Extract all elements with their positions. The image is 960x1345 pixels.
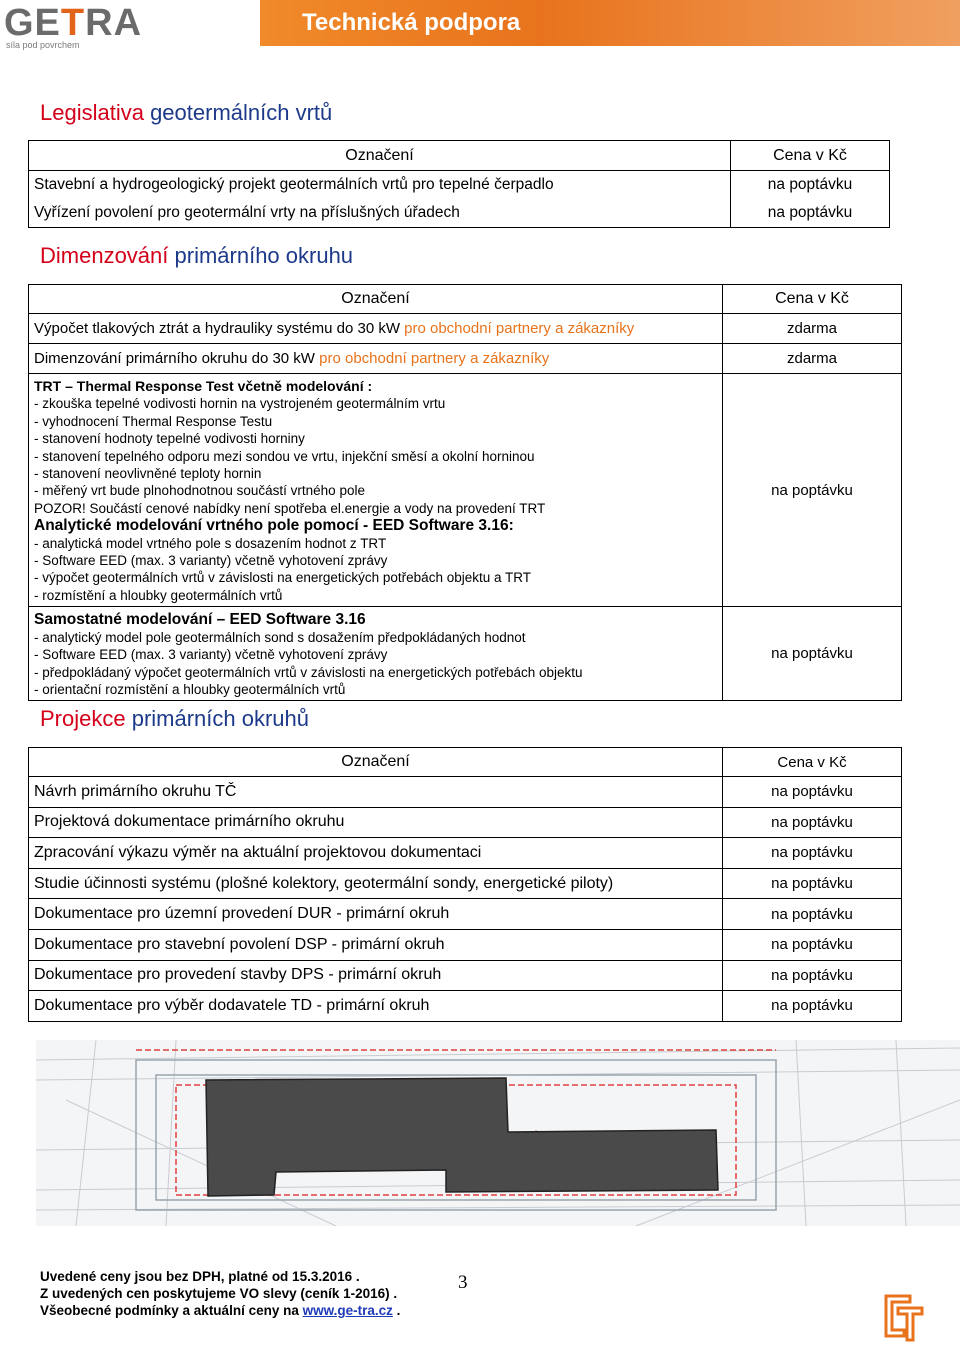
section-title-projekce bbox=[40, 706, 309, 732]
row-price: na poptávku bbox=[723, 868, 902, 899]
row-price: na poptávku bbox=[723, 777, 902, 808]
row-name: Projektová dokumentace primárního okruhu bbox=[29, 807, 723, 838]
section-title-legislativa bbox=[40, 100, 332, 126]
section-title-part-red: Projekce bbox=[40, 706, 126, 731]
table-row bbox=[29, 344, 902, 374]
row-name: Návrh primárního okruhu TČ bbox=[29, 777, 723, 808]
row-name: Vyřízení povolení pro geotermální vrty na příslušných úřadech bbox=[29, 199, 731, 228]
table-row bbox=[29, 171, 890, 200]
row-name: Dokumentace pro stavební povolení DSP - primární okruh bbox=[29, 929, 723, 960]
table-row-eed bbox=[29, 607, 902, 701]
table-row bbox=[29, 314, 902, 344]
column-header-price: Cena v Kč bbox=[731, 141, 890, 171]
section-title-part-blue: primárních okruhů bbox=[125, 706, 310, 731]
analytic-line: - rozmístění a hloubky geotermálních vrtů bbox=[34, 587, 283, 603]
row-name: Studie účinnosti systému (plošné kolektory, geotermální sondy, energetické piloty) bbox=[29, 868, 723, 899]
column-header-name: Označení bbox=[29, 285, 723, 314]
footer-line bbox=[40, 1302, 400, 1319]
column-header-price: Cena v Kč bbox=[723, 285, 902, 314]
eed-description bbox=[29, 607, 723, 701]
column-header-name: Označení bbox=[29, 748, 723, 777]
eed-heading: Samostatné modelování – EED Software 3.16 bbox=[34, 611, 366, 629]
footer-text: Všeobecné podmínky a aktuální ceny na bbox=[40, 1303, 303, 1318]
analytic-line: - výpočet geotermálních vrtů v závislosti na energetických potřebách objektu a TRT bbox=[34, 570, 531, 586]
row-name-text: Výpočet tlakových ztrát a hydrauliky systému do 30 kW bbox=[34, 320, 400, 337]
section-title-part-blue: primárního okruhu bbox=[168, 243, 354, 268]
table-row bbox=[29, 807, 902, 838]
row-price: na poptávku bbox=[723, 960, 902, 991]
eed-line: - orientační rozmístění a hloubky geotermálních vrtů bbox=[34, 681, 346, 697]
row-name: Zpracování výkazu výměr na aktuální projektovou dokumentaci bbox=[29, 838, 723, 869]
row-price: na poptávku bbox=[723, 929, 902, 960]
row-price: na poptávku bbox=[731, 171, 890, 200]
header-title: Technická podpora bbox=[302, 9, 521, 36]
eed-line: - předpokládaný výpočet geotermálních vrtů v závislosti na energetických potřebách objektu bbox=[34, 664, 583, 680]
row-name-suffix: pro obchodní partnery a zákazníky bbox=[314, 350, 550, 367]
footer-notes bbox=[40, 1268, 400, 1319]
logo-wordmark: GETRA bbox=[4, 2, 143, 44]
row-name: Stavební a hydrogeologický projekt geotermálních vrtů pro tepelné čerpadlo bbox=[29, 171, 731, 200]
analytic-line: - Software EED (max. 3 varianty) včetně vyhotovení zprávy bbox=[34, 553, 388, 569]
row-price: na poptávku bbox=[723, 838, 902, 869]
analytic-heading: Analytické modelování vrtného pole pomocí - EED Software 3.16: bbox=[34, 517, 514, 535]
trt-price: na poptávku bbox=[723, 374, 902, 607]
website-link[interactable]: www.ge-tra.cz bbox=[302, 1303, 393, 1318]
page-header bbox=[0, 0, 960, 52]
row-price: na poptávku bbox=[723, 899, 902, 930]
analytic-line: - analytická model vrtného pole s dosazením hodnot z TRT bbox=[34, 535, 387, 551]
row-name: Dokumentace pro územní provedení DUR - primární okruh bbox=[29, 899, 723, 930]
section-title-part-red: Dimenzování bbox=[40, 243, 169, 268]
row-price: zdarma bbox=[723, 344, 902, 374]
table-row bbox=[29, 838, 902, 869]
row-name bbox=[29, 314, 723, 344]
eed-line: - Software EED (max. 3 varianty) včetně vyhotovení zprávy bbox=[34, 647, 388, 663]
table-row bbox=[29, 199, 890, 228]
site-plan-image bbox=[36, 1040, 960, 1226]
trt-line: - měřený vrt bude plnohodnotnou součástí vrtného pole bbox=[34, 483, 365, 499]
header-bar bbox=[260, 0, 960, 46]
row-price: na poptávku bbox=[731, 199, 890, 228]
section-title-part-red: Legislativa bbox=[40, 100, 144, 125]
trt-line: - stanovení tepelného odporu mezi sondou ve vrtu, injekční směsí a okolní horninou bbox=[34, 448, 535, 464]
table-row bbox=[29, 929, 902, 960]
row-name-text: Dimenzování primárního okruhu do 30 kW bbox=[34, 350, 315, 367]
page-number: 3 bbox=[458, 1272, 468, 1293]
row-name-suffix: pro obchodní partnery a zákazníky bbox=[399, 320, 635, 337]
dimenzovani-table bbox=[28, 284, 902, 701]
table-header-row bbox=[29, 285, 902, 314]
footer-text: . bbox=[392, 1303, 401, 1318]
trt-line: - vyhodnocení Thermal Response Testu bbox=[34, 413, 273, 429]
row-name: Dokumentace pro provedení stavby DPS - primární okruh bbox=[29, 960, 723, 991]
table-header-row bbox=[29, 141, 890, 171]
logo-tagline: síla pod povrchem bbox=[6, 40, 80, 50]
table-row bbox=[29, 777, 902, 808]
eed-price: na poptávku bbox=[723, 607, 902, 701]
footer-line: Z uvedených cen poskytujeme VO slevy (ceník 1-2016) . bbox=[40, 1286, 398, 1301]
row-price: zdarma bbox=[723, 314, 902, 344]
eed-line: - analytický model pole geotermálních sond s dosažením předpokládaných hodnot bbox=[34, 629, 526, 645]
row-name bbox=[29, 344, 723, 374]
legislativa-table bbox=[28, 140, 890, 228]
column-header-name: Označení bbox=[29, 141, 731, 171]
getra-footer-logo-icon bbox=[880, 1290, 928, 1342]
table-row-trt bbox=[29, 374, 902, 607]
trt-heading: TRT – Thermal Response Test včetně modelování : bbox=[34, 378, 373, 394]
trt-line: - zkouška tepelné vodivosti hornin na vystrojeném geotermálním vrtu bbox=[34, 396, 446, 412]
section-title-dimenzovani bbox=[40, 243, 353, 269]
footer-line: Uvedené ceny jsou bez DPH, platné od 15.3.2016 . bbox=[40, 1269, 360, 1284]
projekce-table bbox=[28, 747, 902, 1022]
table-header-row bbox=[29, 748, 902, 777]
column-header-price: Cena v Kč bbox=[723, 748, 902, 777]
table-row bbox=[29, 868, 902, 899]
getra-logo bbox=[0, 0, 260, 52]
trt-line: - stanovení neovlivněné teploty hornin bbox=[34, 466, 262, 482]
trt-line: - stanovení hodnoty tepelné vodivosti horniny bbox=[34, 431, 305, 447]
table-row bbox=[29, 991, 902, 1022]
row-name: Dokumentace pro výběr dodavatele TD - primární okruh bbox=[29, 991, 723, 1022]
section-title-part-blue: geotermálních vrtů bbox=[143, 100, 333, 125]
trt-line: POZOR! Součástí cenové nabídky není spotřeba el.energie a vody na provedení TRT bbox=[34, 500, 546, 516]
trt-description bbox=[29, 374, 723, 607]
table-row bbox=[29, 960, 902, 991]
row-price: na poptávku bbox=[723, 807, 902, 838]
row-price: na poptávku bbox=[723, 991, 902, 1022]
table-row bbox=[29, 899, 902, 930]
